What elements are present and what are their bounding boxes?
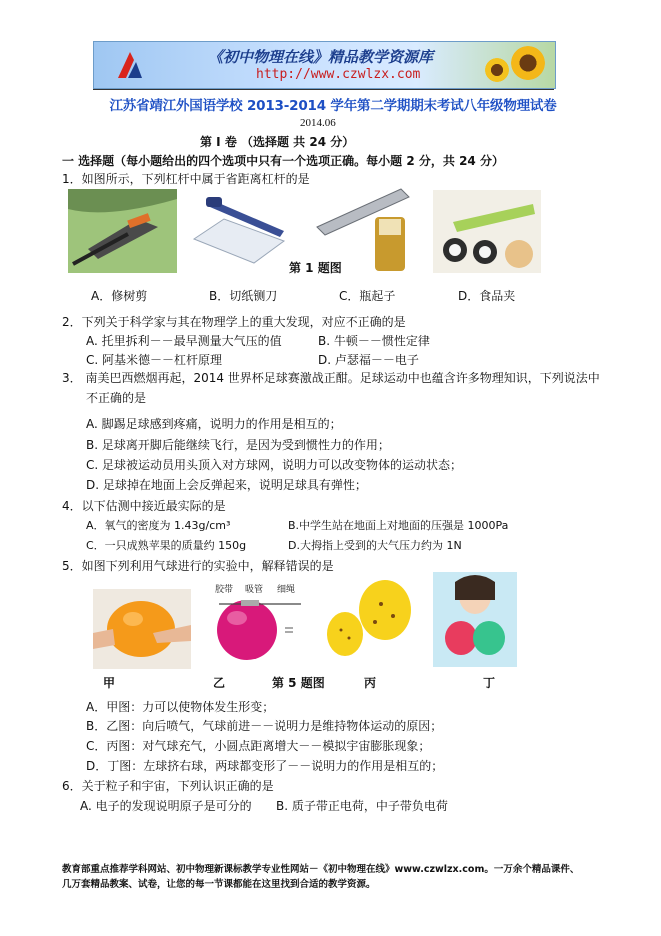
q3-option-c[interactable]: C. 足球被运动员用头顶入对方球网，说明力可以改变物体的运动状态；: [86, 458, 463, 472]
header-divider: [93, 89, 554, 90]
q5-option-a[interactable]: A．甲图：力可以使物体发生形变；: [86, 700, 275, 714]
sunflower-icon: [485, 58, 509, 82]
page-footer: [62, 862, 622, 892]
question-5-stem: 5．如图下列利用气球进行的实验中，解释错误的是: [62, 559, 334, 573]
page-title: 江苏省靖江外国语学校 2013-2014 学年第二学期期末考试八年级物理试卷: [109, 98, 557, 114]
q3-option-b[interactable]: B. 足球离开脚后能继续飞行，是因为受到惯性力的作用；: [86, 438, 390, 452]
q2-option-a[interactable]: A. 托里拆利－－最早测量大气压的值: [86, 334, 282, 348]
q2-option-b[interactable]: B. 牛顿－－惯性定律: [318, 334, 430, 348]
q5-label-jia: 甲: [103, 676, 116, 690]
site-banner: [93, 41, 556, 89]
section-heading: 第 I 卷 （选择题 共 24 分）: [200, 135, 355, 149]
q5-option-c[interactable]: C．丙图：对气球充气，小圆点距离增大－－模拟宇宙膨胀现象；: [86, 739, 431, 753]
q1-option-c[interactable]: C．瓶起子: [339, 289, 396, 303]
q5-figure-bing-image: [323, 576, 415, 664]
banner-url[interactable]: http://www.czwlzx.com: [256, 67, 421, 82]
q4-option-d[interactable]: D.大拇指上受到的大气压力约为 1N: [288, 539, 462, 552]
q1-figure-caption: 第 1 题图: [289, 261, 342, 275]
question-4-stem: 4．以下估测中接近最实际的是: [62, 499, 226, 513]
q3-option-a[interactable]: A. 脚踢足球感到疼痛，说明力的作用是相互的；: [86, 417, 342, 431]
balloon-tag-string: 细绳: [277, 585, 296, 595]
q4-option-c[interactable]: C．一只成熟苹果的质量约 150g: [86, 539, 247, 552]
q5-label-yi: 乙: [213, 676, 226, 690]
q1-food-tongs-image: [433, 190, 541, 273]
q3-option-d[interactable]: D. 足球掉在地面上会反弹起来，说明足球具有弹性；: [86, 478, 367, 492]
q2-option-d[interactable]: D. 卢瑟福－－电子: [318, 353, 419, 367]
question-3-stem-continued: 不正确的是: [86, 391, 147, 405]
exam-date: 2014.06: [300, 117, 336, 129]
question-3-stem: 3． 南美巴西燃烟再起，2014 世界杯足球赛激战正酣。足球运动中也蕴含许多物理知识，下列说法中: [62, 371, 600, 385]
q4-option-b[interactable]: B.中学生站在地面上对地面的压强是 1000Pa: [288, 519, 509, 532]
q5-figure-ding-image: [433, 572, 517, 667]
sunflower-icon: [511, 46, 545, 80]
footer-line-2: 几万套精品教案、试卷，让您的每一节课都能在这里找到合适的教学资源。: [62, 879, 376, 890]
q5-figure-jia-image: [93, 589, 191, 669]
q1-option-d[interactable]: D．食品夹: [458, 289, 516, 303]
question-6-stem: 6．关于粒子和宇宙，下列认识正确的是: [62, 779, 274, 793]
balloon-tag-straw: 吸管: [245, 585, 264, 595]
part-heading: 一 选择题（每小题给出的四个选项中只有一个选项正确。每小题 2 分，共 24 分）: [62, 154, 504, 168]
q1-paper-cutter-image: [184, 191, 292, 273]
q5-option-b[interactable]: B．乙图：向后喷气，气球前进－－说明力是维持物体运动的原因；: [86, 719, 443, 733]
q6-option-a[interactable]: A. 电子的发现说明原子是可分的: [80, 799, 252, 813]
q5-figure-yi-image: [205, 580, 307, 665]
site-logo-icon: [116, 50, 144, 80]
q5-label-bing: 丙: [364, 676, 377, 690]
banner-title: 《初中物理在线》精品教学资源库: [208, 48, 434, 66]
balloon-tag-tape: 胶带: [215, 585, 234, 595]
q1-option-a[interactable]: A．修树剪: [91, 289, 148, 303]
question-2-stem: 2．下列关于科学家与其在物理学上的重大发现，对应不正确的是: [62, 315, 406, 329]
q2-option-c[interactable]: C. 阿基米德－－杠杆原理: [86, 353, 223, 367]
q4-option-a[interactable]: A．氧气的密度为 1.43g/cm³: [86, 519, 231, 532]
q5-label-ding: 丁: [483, 676, 496, 690]
q5-figure-caption: 第 5 题图: [272, 676, 325, 690]
q5-option-d[interactable]: D．丁图：左球挤右球，两球都变形了－－说明力的作用是相互的；: [86, 759, 444, 773]
q6-option-b[interactable]: B. 质子带正电荷，中子带负电荷: [276, 799, 448, 813]
q1-tree-shears-image: [68, 189, 177, 273]
q1-option-b[interactable]: B．切纸铡刀: [209, 289, 278, 303]
question-1-stem: 1．如图所示，下列杠杆中属于省距离杠杆的是: [62, 172, 310, 186]
footer-line-1: 教育部重点推荐学科网站、初中物理新课标教学专业性网站－《初中物理在线》www.czwlzx.com。一万余个精品课件、: [62, 864, 580, 875]
